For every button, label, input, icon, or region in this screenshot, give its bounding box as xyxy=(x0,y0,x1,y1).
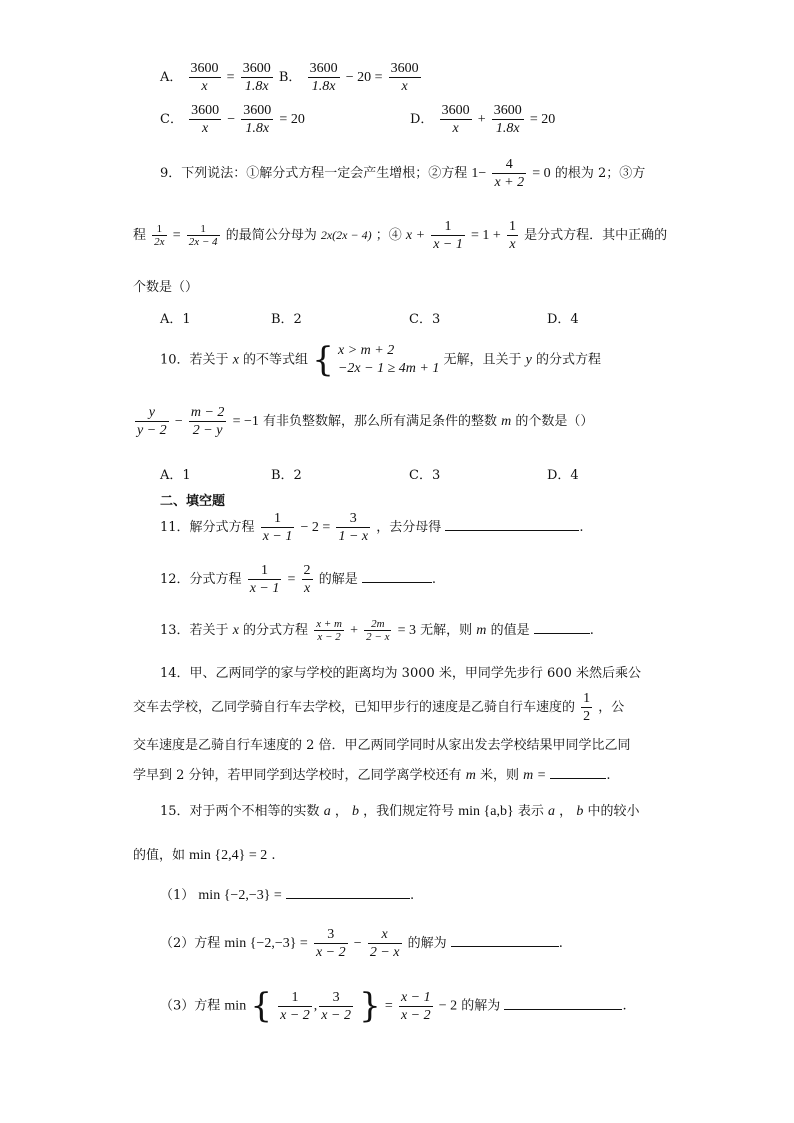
q10-option-c: C．3 xyxy=(409,468,441,483)
fraction: $\frac{x}{2 - x}$ xyxy=(369,927,400,960)
fraction: $\frac{1}{x - 1}$ xyxy=(262,511,293,544)
left-brace: { xyxy=(250,986,272,1026)
fraction: $\frac{2}{x}$ xyxy=(303,563,311,596)
q13: 13．若关于 x 的分式方程 $\frac{x + m}{x - 2}$ + $\frac{2m}{2 - x}$ = 3 无解，则 m 的值是 . xyxy=(160,618,594,643)
fraction: $\frac{3600}{1.8x}$ xyxy=(242,61,271,94)
fraction: $\frac{m - 2}{2 - y}$ xyxy=(190,405,225,438)
fraction: $\frac{x - 1}{x - 2}$ xyxy=(400,989,431,1023)
q8-option-b-label: B． xyxy=(278,70,302,85)
q10-option-a: A．1 xyxy=(160,468,191,483)
fraction: $\frac{3600}{1.8x}$ xyxy=(309,61,338,94)
q15-line2: 的值，如 min {2,4} = 2 . xyxy=(133,848,276,863)
fraction: $\frac{3600}{1.8x}$ xyxy=(243,103,272,136)
q15-part3: （3）方程 min { $\frac{1}{x - 2}$ , $\frac{3}{x - 2}$ } = $\frac{x - 1}{x - 2}$ − 2 的解为 . xyxy=(160,986,627,1026)
q8-row-ab: A． $\frac{3600}{x}$ = $\frac{3600}{1.8x}$ B． $\frac{3600}{1.8x}$ − 20 = $\frac{3600}{x}$ xyxy=(160,61,419,94)
fraction: $\frac{3600}{x}$ xyxy=(190,61,219,94)
fraction: $\frac{y}{y - 2}$ xyxy=(137,405,167,438)
fraction: $\frac{1}{2x - 4}$ xyxy=(188,223,218,248)
section-heading: 二、填空题 xyxy=(160,494,226,509)
q15-part2: （2）方程 min {−2,−3} = $\frac{3}{x - 2}$ − $\frac{x}{2 - x}$ 的解为 . xyxy=(160,927,563,960)
answer-blank[interactable] xyxy=(445,518,579,531)
q8-option-a-label: A． xyxy=(160,70,183,85)
fraction: $\frac{3600}{x}$ xyxy=(191,103,220,136)
q10-option-d: D．4 xyxy=(547,468,579,483)
q12: 12．分式方程 $\frac{1}{x - 1}$ = $\frac{2}{x}$ 的解是 . xyxy=(160,563,436,596)
q9-option-a: A．1 xyxy=(160,312,191,327)
fraction: $\frac{1}{2x}$ xyxy=(154,223,165,248)
q9-option-c: C．3 xyxy=(409,312,441,327)
q14-line3: 交车速度是乙骑自行车速度的 2 倍．甲乙两同学同时从家出发去学校结果甲同学比乙同 xyxy=(133,738,631,753)
q8-row-cd: C． $\frac{3600}{x}$ − $\frac{3600}{1.8x}$ = 20 xyxy=(160,103,305,136)
answer-blank[interactable] xyxy=(286,886,410,899)
answer-blank[interactable] xyxy=(504,997,622,1010)
q9-option-d: D．4 xyxy=(547,312,579,327)
fraction: $\frac{1}{x - 2}$ xyxy=(280,989,310,1023)
q9-line3: 个数是（） xyxy=(133,280,199,295)
answer-blank[interactable] xyxy=(362,570,432,583)
q15-line1: 15．对于两个不相等的实数 a ， b ，我们规定符号 min {a,b} 表示 a ， b 中的较小 xyxy=(160,804,640,819)
left-brace: { xyxy=(312,340,334,380)
right-brace: } xyxy=(359,986,381,1026)
q9-line1: 9．下列说法：①解分式方程一定会产生增根；②方程 1− $\frac{4}{x + 2}$ = 0 的根为 2；③方 xyxy=(160,157,646,190)
fraction: $\frac{2m}{2 - x}$ xyxy=(366,618,390,643)
fraction: $\frac{3}{1 - x}$ xyxy=(338,511,369,544)
q9-line2: 程 $\frac{1}{2x}$ = $\frac{1}{2x - 4}$ 的最简公分母为 2x(2x − 4) ；④ x + $\frac{1}{x - 1}$ = 1 + $\frac{1}{x}$ 是分式方程．其中正确的 xyxy=(133,219,668,252)
q8-option-d-label: D． xyxy=(410,112,434,127)
q15-part1: （1） min {−2,−3} = . xyxy=(160,888,415,903)
q8-option-c-label: C． xyxy=(160,112,183,127)
fraction: $\frac{3}{x - 2}$ xyxy=(321,989,351,1023)
fraction: $\frac{3600}{x}$ xyxy=(390,61,419,94)
fraction: $\frac{3}{x - 2}$ xyxy=(315,927,346,960)
fraction: $\frac{1}{x - 1}$ xyxy=(249,563,280,596)
answer-blank[interactable] xyxy=(534,621,590,634)
fraction: $\frac{1}{2}$ xyxy=(583,691,591,724)
fraction: $\frac{x + m}{x - 2}$ xyxy=(316,618,342,643)
answer-blank[interactable] xyxy=(550,766,606,779)
q10-option-b: B．2 xyxy=(271,468,302,483)
fraction: $\frac{1}{x - 1}$ xyxy=(433,219,463,252)
q10-line2: $\frac{y}{y - 2}$ − $\frac{m - 2}{2 - y}$ = −1 有非负整数解，那么所有满足条件的整数 m 的个数是（） xyxy=(137,405,594,438)
answer-blank[interactable] xyxy=(451,934,559,947)
q8-option-d: D． $\frac{3600}{x}$ + $\frac{3600}{1.8x}$ = 20 xyxy=(410,103,556,136)
q14-line2: 交车去学校，乙同学骑自行车去学校，已知甲步行的速度是乙骑自行车速度的 $\frac{1}{2}$ ，公 xyxy=(133,691,625,724)
q10-line1: 10．若关于 x 的不等式组 { x > m + 2 −2x − 1 ≥ 4m + 1 无解，且关于 y 的分式方程 xyxy=(160,340,602,380)
q9-option-b: B．2 xyxy=(271,312,302,327)
fraction: $\frac{3600}{1.8x}$ xyxy=(493,103,522,136)
fraction: $\frac{3600}{x}$ xyxy=(441,103,470,136)
q14-line1: 14．甲、乙两同学的家与学校的距离均为 3000 米，甲同学先步行 600 米然后乘公 xyxy=(160,666,641,681)
q14-line4: 学早到 2 分钟，若甲同学到达学校时，乙同学离学校还有 m 米，则 m = . xyxy=(133,768,611,783)
fraction: $\frac{1}{x}$ xyxy=(508,219,516,252)
inequality-system: x > m + 2 −2x − 1 ≥ 4m + 1 xyxy=(337,343,440,376)
fraction: $\frac{4}{x + 2}$ xyxy=(494,157,525,190)
q11: 11．解分式方程 $\frac{1}{x - 1}$ − 2 = $\frac{3}{1 - x}$ ，去分母得 . xyxy=(160,511,584,544)
